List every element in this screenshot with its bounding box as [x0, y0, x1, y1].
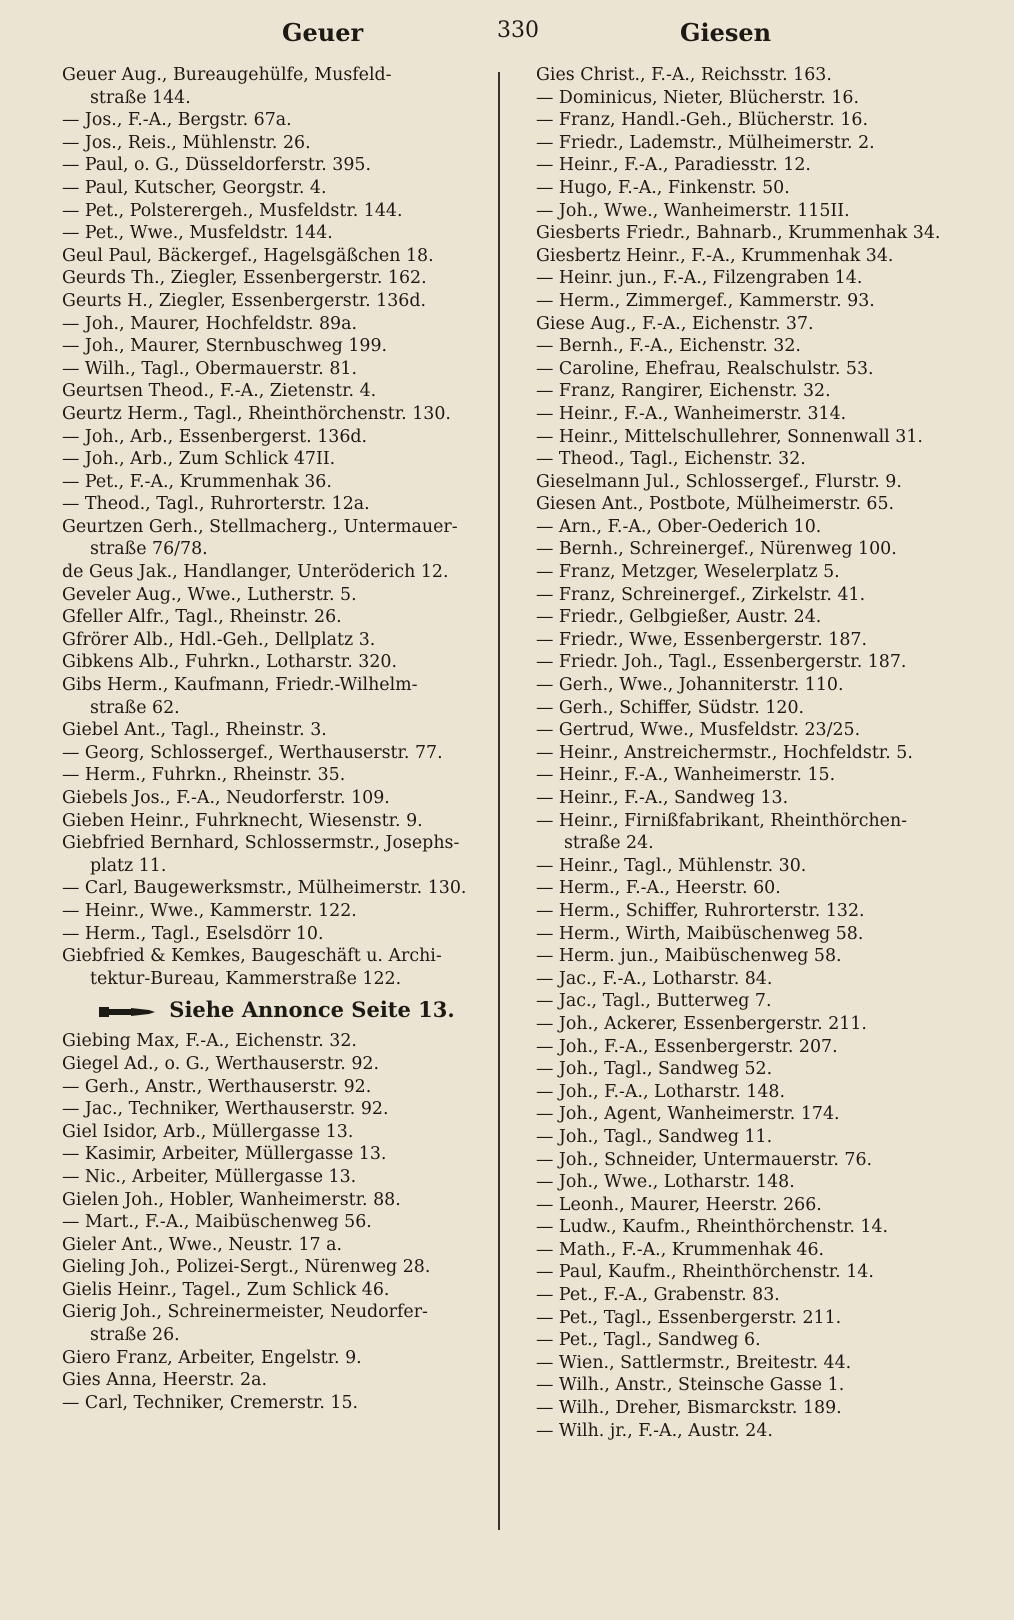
directory-entry: straße 26.	[90, 1325, 180, 1346]
annonce-notice	[62, 990, 492, 1030]
directory-entry: — Joh., Agent, Wanheimerstr. 174.	[536, 1104, 840, 1125]
directory-entry: Giesen Ant., Postbote, Mülheimerstr. 65.	[536, 494, 895, 515]
directory-entry: Gibs Herm., Kaufmann, Friedr.-Wilhelm-	[62, 675, 418, 696]
directory-entry: Gfrörer Alb., Hdl.-Geh., Dellplatz 3.	[62, 629, 376, 650]
directory-entry: Giero Franz, Arbeiter, Engelstr. 9.	[62, 1347, 362, 1368]
directory-entry: — Pet., Tagl., Essenbergerstr. 211.	[536, 1307, 842, 1328]
directory-entry: Gieselmann Jul., Schlossergef., Flurstr. 9.	[536, 471, 902, 492]
directory-entry: — Paul, Kutscher, Georgstr. 4.	[62, 177, 327, 198]
directory-entry: — Joh., Tagl., Sandweg 11.	[536, 1126, 773, 1147]
directory-entry: — Wilh., Tagl., Obermauerstr. 81.	[62, 358, 357, 379]
directory-entry: Giesbertz Heinr., F.-A., Krummenhak 34.	[536, 245, 894, 266]
directory-entry: — Math., F.-A., Krummenhak 46.	[536, 1239, 825, 1260]
right-column	[536, 64, 978, 1442]
directory-entry: — Dominicus, Nieter, Blücherstr. 16.	[536, 87, 859, 108]
directory-entry: — Herm. jun., Maibüschenweg 58.	[536, 946, 842, 967]
directory-entry: — Franz, Schreinergef., Zirkelstr. 41.	[536, 584, 866, 605]
directory-entry: Giebfried & Kemkes, Baugeschäft u. Archi-	[62, 946, 442, 967]
directory-entry: Geurts H., Ziegler, Essenbergerstr. 136d.	[62, 290, 427, 311]
directory-entry: — Joh., Schneider, Untermauerstr. 76.	[536, 1149, 873, 1170]
directory-entry: — Jac., Tagl., Butterweg 7.	[536, 991, 772, 1012]
directory-entry: — Friedr., Gelbgießer, Austr. 24.	[536, 607, 822, 628]
directory-entry: — Heinr., F.-A., Paradiesstr. 12.	[536, 155, 811, 176]
directory-entry: Gfeller Alfr., Tagl., Rheinstr. 26.	[62, 607, 342, 628]
directory-entry: — Jac., F.-A., Lotharstr. 84.	[536, 968, 773, 989]
directory-entry: Giebel Ant., Tagl., Rheinstr. 3.	[62, 720, 327, 741]
directory-entry: Gies Christ., F.-A., Reichsstr. 163.	[536, 65, 832, 85]
directory-entry: — Wien., Sattlermstr., Breitestr. 44.	[536, 1352, 852, 1373]
directory-entry: straße 76/78.	[90, 539, 208, 560]
left-column	[62, 64, 492, 1414]
directory-entry: Gielen Joh., Hobler, Wanheimerstr. 88.	[62, 1189, 401, 1210]
directory-entry: Gieler Ant., Wwe., Neustr. 17 a.	[62, 1234, 343, 1255]
directory-entry: — Leonh., Maurer, Heerstr. 266.	[536, 1194, 822, 1215]
directory-entry: — Ludw., Kaufm., Rheinthörchenstr. 14.	[536, 1217, 889, 1238]
directory-entry: — Joh., Maurer, Hochfeldstr. 89a.	[62, 313, 357, 334]
page-number: 330	[497, 18, 539, 43]
directory-entry: — Jos., Reis., Mühlenstr. 26.	[62, 132, 311, 153]
directory-entry: — Kasimir, Arbeiter, Müllergasse 13.	[62, 1144, 387, 1165]
directory-entry: — Pet., Polsterergeh., Musfeldstr. 144.	[62, 200, 403, 221]
directory-entry: — Herm., Zimmergef., Kammerstr. 93.	[536, 290, 875, 311]
directory-entry: Geul Paul, Bäckergef., Hagelsgäßchen 18.	[62, 245, 434, 266]
directory-entry: — Heinr., Firnißfabrikant, Rheinthörchen-	[536, 810, 908, 831]
directory-entry: — Caroline, Ehefrau, Realschulstr. 53.	[536, 358, 874, 379]
directory-entry: — Joh., Arb., Zum Schlick 47II.	[62, 449, 336, 470]
directory-entry: — Joh., Ackerer, Essenbergerstr. 211.	[536, 1013, 867, 1034]
directory-entry: — Carl, Baugewerksmstr., Mülheimerstr. 130.	[62, 878, 467, 899]
directory-entry: — Wilh., Anstr., Steinsche Gasse 1.	[536, 1375, 845, 1396]
directory-entry: — Gerh., Wwe., Johanniterstr. 110.	[536, 675, 844, 696]
directory-entry: — Pet., Wwe., Musfeldstr. 144.	[62, 223, 333, 244]
directory-entry: — Pet., F.-A., Krummenhak 36.	[62, 471, 332, 492]
directory-entry: — Paul, o. G., Düsseldorferstr. 395.	[62, 155, 371, 176]
directory-entry: — Joh., Tagl., Sandweg 52.	[536, 1059, 773, 1080]
directory-entry: — Theod., Tagl., Eichenstr. 32.	[536, 449, 806, 470]
directory-entry: — Gerh., Anstr., Werthauserstr. 92.	[62, 1076, 372, 1097]
directory-entry: — Pet., F.-A., Grabenstr. 83.	[536, 1285, 780, 1306]
annonce-text: Siehe Annonce Seite 13.	[169, 997, 455, 1023]
directory-entry: Geveler Aug., Wwe., Lutherstr. 5.	[62, 584, 357, 605]
directory-entry: Geurtz Herm., Tagl., Rheinthörchenstr. 130.	[62, 403, 451, 424]
directory-entry: platz 11.	[90, 855, 167, 876]
directory-entry: — Herm., Wirth, Maibüschenweg 58.	[536, 923, 864, 944]
running-header	[0, 18, 1014, 54]
directory-entry: — Herm., F.-A., Heerstr. 60.	[536, 878, 781, 899]
directory-entry: Geuer Aug., Bureaugehülfe, Musfeld-	[62, 65, 392, 85]
directory-entry: straße 144.	[90, 87, 191, 108]
directory-entry: — Heinr., F.-A., Wanheimerstr. 15.	[536, 765, 836, 786]
header-left-keyword: Geuer	[282, 18, 364, 47]
directory-entry: Giel Isidor, Arb., Müllergasse 13.	[62, 1121, 354, 1142]
directory-entry: Geurds Th., Ziegler, Essenbergerstr. 162.	[62, 268, 427, 289]
directory-entry: — Arn., F.-A., Ober-Oederich 10.	[536, 516, 822, 537]
directory-entry: — Herm., Schiffer, Ruhrorterstr. 132.	[536, 900, 865, 921]
directory-entry: — Paul, Kaufm., Rheinthörchenstr. 14.	[536, 1262, 874, 1283]
directory-entry: — Heinr., F.-A., Wanheimerstr. 314.	[536, 403, 847, 424]
directory-entry: de Geus Jak., Handlanger, Unteröderich 12.	[62, 562, 449, 583]
directory-entry: Giese Aug., F.-A., Eichenstr. 37.	[536, 313, 814, 334]
directory-entry: — Nic., Arbeiter, Müllergasse 13.	[62, 1166, 357, 1187]
directory-entry: — Joh., Wwe., Wanheimerstr. 115II.	[536, 200, 850, 221]
directory-entry: straße 24.	[564, 833, 654, 854]
directory-entry: — Jos., F.-A., Bergstr. 67a.	[62, 110, 292, 131]
directory-entry: — Friedr., Wwe, Essenbergerstr. 187.	[536, 629, 867, 650]
directory-entry: — Herm., Fuhrkn., Rheinstr. 35.	[62, 765, 346, 786]
directory-entry: — Bernh., F.-A., Eichenstr. 32.	[536, 336, 801, 357]
directory-entry: Gibkens Alb., Fuhrkn., Lotharstr. 320.	[62, 652, 397, 673]
directory-entry: — Heinr., Tagl., Mühlenstr. 30.	[536, 855, 807, 876]
directory-entry: Giebfried Bernhard, Schlossermstr., Josephs-	[62, 833, 460, 854]
directory-entry: — Heinr., Mittelschullehrer, Sonnenwall 31.	[536, 426, 923, 447]
directory-entry: — Joh., Wwe., Lotharstr. 148.	[536, 1172, 795, 1193]
directory-entry: Gies Anna, Heerstr. 2a.	[62, 1370, 267, 1391]
directory-entry: — Heinr., F.-A., Sandweg 13.	[536, 788, 789, 808]
directory-entry: — Friedr., Lademstr., Mülheimerstr. 2.	[536, 132, 875, 153]
directory-entry: Gierig Joh., Schreinermeister, Neudorfer-	[62, 1302, 428, 1323]
directory-entry: straße 62.	[90, 697, 180, 718]
directory-entry: — Mart., F.-A., Maibüschenweg 56.	[62, 1212, 372, 1233]
directory-entry: — Jac., Techniker, Werthauserstr. 92.	[62, 1099, 389, 1120]
directory-entry: — Franz, Rangirer, Eichenstr. 32.	[536, 381, 831, 402]
directory-entry: — Joh., Arb., Essenbergerst. 136d.	[62, 426, 368, 447]
directory-entry: Gieling Joh., Polizei-Sergt., Nürenweg 28.	[62, 1257, 431, 1278]
pointing-hand-icon	[99, 1005, 157, 1019]
directory-entry: — Wilh., Dreher, Bismarckstr. 189.	[536, 1398, 842, 1419]
directory-entry: — Joh., Maurer, Sternbuschweg 199.	[62, 336, 388, 357]
directory-entry: — Bernh., Schreinergef., Nürenweg 100.	[536, 539, 897, 560]
directory-entry: tektur-Bureau, Kammerstraße 122.	[90, 968, 402, 989]
directory-entry: Geurtzen Gerh., Stellmacherg., Untermauer-	[62, 516, 458, 537]
directory-entry: — Theod., Tagl., Ruhrorterstr. 12a.	[62, 494, 370, 515]
directory-entry: — Heinr., Wwe., Kammerstr. 122.	[62, 900, 357, 921]
directory-entry: Giebels Jos., F.-A., Neudorferstr. 109.	[62, 788, 390, 808]
directory-entry: — Heinr. jun., F.-A., Filzengraben 14.	[536, 268, 863, 289]
directory-entry: — Gerh., Schiffer, Südstr. 120.	[536, 697, 805, 718]
directory-entry: — Gertrud, Wwe., Musfeldstr. 23/25.	[536, 720, 861, 741]
directory-entry: — Heinr., Anstreichermstr., Hochfeldstr. 5.	[536, 742, 913, 763]
directory-entry: Gielis Heinr., Tagel., Zum Schlick 46.	[62, 1279, 390, 1300]
directory-entry: — Wilh. jr., F.-A., Austr. 24.	[536, 1420, 773, 1441]
directory-entry: — Franz, Handl.-Geh., Blücherstr. 16.	[536, 110, 869, 131]
directory-entry: Giesberts Friedr., Bahnarb., Krummenhak 34.	[536, 223, 941, 244]
directory-entry: — Franz, Metzger, Weselerplatz 5.	[536, 562, 840, 583]
header-right-keyword: Giesen	[680, 18, 772, 47]
column-divider	[498, 72, 500, 1530]
directory-entry: — Herm., Tagl., Eselsdörr 10.	[62, 923, 324, 944]
directory-entry: Giebing Max, F.-A., Eichenstr. 32.	[62, 1031, 357, 1052]
directory-entry: — Friedr. Joh., Tagl., Essenbergerstr. 187.	[536, 652, 907, 673]
directory-entry: — Hugo, F.-A., Finkenstr. 50.	[536, 177, 790, 198]
directory-entry: Giegel Ad., o. G., Werthauserstr. 92.	[62, 1053, 379, 1074]
directory-entry: Geurtsen Theod., F.-A., Zietenstr. 4.	[62, 381, 377, 402]
directory-entry: — Georg, Schlossergef., Werthauserstr. 77.	[62, 742, 443, 763]
directory-entry: — Joh., F.-A., Lotharstr. 148.	[536, 1081, 786, 1102]
directory-entry: Gieben Heinr., Fuhrknecht, Wiesenstr. 9.	[62, 810, 423, 831]
directory-entry: — Carl, Techniker, Cremerstr. 15.	[62, 1392, 359, 1413]
directory-entry: — Pet., Tagl., Sandweg 6.	[536, 1330, 761, 1351]
directory-entry: — Joh., F.-A., Essenbergerstr. 207.	[536, 1036, 838, 1057]
